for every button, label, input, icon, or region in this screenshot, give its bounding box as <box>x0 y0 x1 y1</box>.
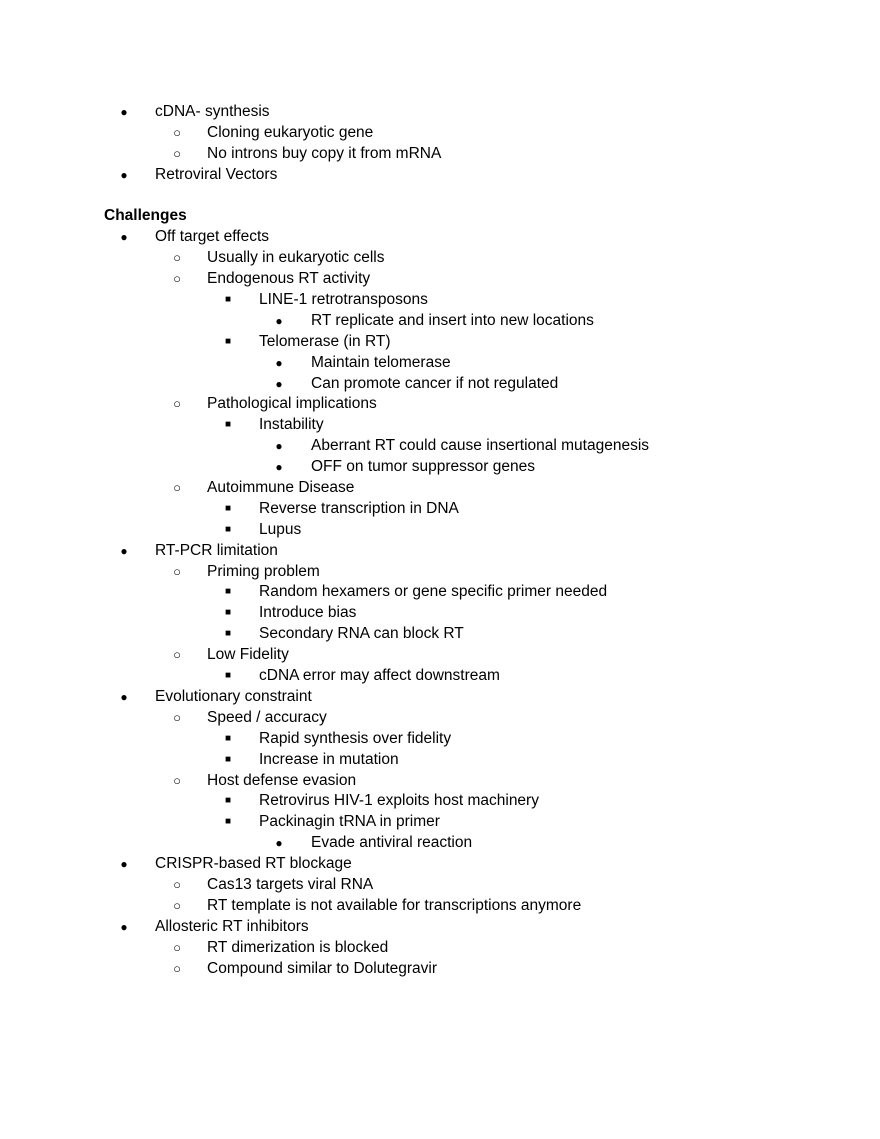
bullet-circle-icon: ○ <box>173 876 181 892</box>
bullet-disc-icon: ● <box>120 689 128 704</box>
list-item <box>104 248 840 269</box>
bullet-circle-icon: ○ <box>173 772 181 788</box>
list-item <box>104 520 840 541</box>
list-item <box>104 791 840 812</box>
list-item <box>104 729 840 750</box>
bullet-square-icon: ■ <box>224 502 232 514</box>
bullet-square-icon: ■ <box>224 670 232 682</box>
bullet-square-icon: ■ <box>224 335 232 347</box>
list-item <box>104 666 840 687</box>
list-item-text: cDNA error may affect downstream <box>259 667 500 685</box>
list-item-text: Reverse transcription in DNA <box>259 499 459 517</box>
bullet-square-icon: ■ <box>224 586 232 598</box>
list-item <box>104 624 840 645</box>
list-item-text: cDNA- synthesis <box>155 103 270 120</box>
bullet-disc-icon: ● <box>120 857 128 872</box>
list-item-text: Host defense evasion <box>207 771 357 789</box>
bullet-square-icon: ■ <box>224 294 232 306</box>
bullet-square-icon: ■ <box>224 523 232 535</box>
list-item-text: Aberrant RT could cause insertional mutagenesis <box>311 437 650 455</box>
list-item <box>104 708 840 729</box>
bullet-circle-icon: ○ <box>173 271 181 287</box>
list-item-text: Usually in eukaryotic cells <box>207 249 385 267</box>
bullet-disc-icon: ● <box>120 543 128 558</box>
list-item-text: Evolutionary constraint <box>155 687 312 705</box>
bullet-square-icon: ■ <box>224 816 232 828</box>
bullet-circle-icon: ○ <box>173 124 181 140</box>
list-item-text: Increase in mutation <box>259 750 399 768</box>
bullet-disc-icon: ● <box>120 230 128 245</box>
list-item-text: Autoimmune Disease <box>207 479 355 497</box>
bullet-circle-icon: ○ <box>173 939 181 955</box>
list-item <box>104 938 840 959</box>
list-item-text: Telomerase (in RT) <box>259 332 391 350</box>
list-item <box>104 144 840 165</box>
list-item <box>104 959 840 980</box>
list-item-text: Lupus <box>259 520 302 538</box>
list-item <box>104 374 840 395</box>
bullet-square-icon: ■ <box>224 628 232 640</box>
list-item <box>104 457 840 478</box>
list-item-text: Endogenous RT activity <box>207 270 371 288</box>
blank-line <box>104 186 840 207</box>
bullet-circle-icon: ○ <box>173 897 181 913</box>
list-item-text: OFF on tumor suppressor genes <box>311 458 535 476</box>
intro-bullet-list <box>104 102 840 186</box>
document-content <box>104 102 840 979</box>
list-item <box>104 562 840 583</box>
list-item-text: Cas13 targets viral RNA <box>207 875 374 893</box>
bullet-circle-icon: ○ <box>173 396 181 412</box>
list-item-text: RT template is not available for transcriptions anymore <box>207 896 582 914</box>
list-item-text: Can promote cancer if not regulated <box>311 374 559 392</box>
list-item <box>104 394 840 415</box>
list-item <box>104 771 840 792</box>
list-item <box>104 603 840 624</box>
list-item-text: RT dimerization is blocked <box>207 938 389 956</box>
list-item <box>104 854 840 875</box>
list-item <box>104 645 840 666</box>
list-item-text: Cloning eukaryotic gene <box>207 123 374 141</box>
challenges-bullet-list <box>104 227 840 979</box>
list-item-text: Instability <box>259 416 324 434</box>
bullet-disc-icon: ● <box>120 167 128 182</box>
list-item <box>104 917 840 938</box>
bullet-square-icon: ■ <box>224 732 232 744</box>
bullet-disc-icon: ● <box>120 919 128 934</box>
bullet-disc-icon: ● <box>275 836 283 851</box>
bullet-disc-icon: ● <box>275 439 283 454</box>
list-item <box>104 750 840 771</box>
bullet-disc-icon: ● <box>275 460 283 475</box>
list-item <box>104 687 840 708</box>
list-item-text: Retrovirus HIV-1 exploits host machinery <box>259 792 539 810</box>
bullet-circle-icon: ○ <box>173 563 181 579</box>
bullet-circle-icon: ○ <box>173 960 181 976</box>
bullet-square-icon: ■ <box>224 753 232 765</box>
bullet-square-icon: ■ <box>224 419 232 431</box>
list-item-text: No introns buy copy it from mRNA <box>207 144 442 162</box>
bullet-disc-icon: ● <box>275 313 283 328</box>
list-item-text: Retroviral Vectors <box>155 165 278 183</box>
list-item <box>104 123 840 144</box>
list-item <box>104 269 840 290</box>
list-item <box>104 311 840 332</box>
bullet-circle-icon: ○ <box>173 709 181 725</box>
list-item-text: Maintain telomerase <box>311 353 451 371</box>
list-item <box>104 812 840 833</box>
bullet-circle-icon: ○ <box>173 145 181 161</box>
list-item-text: Rapid synthesis over fidelity <box>259 729 452 747</box>
list-item <box>104 541 840 562</box>
bullet-disc-icon: ● <box>275 376 283 391</box>
list-item <box>104 499 840 520</box>
list-item <box>104 436 840 457</box>
list-item <box>104 332 840 353</box>
challenges-heading: Challenges <box>104 207 187 225</box>
list-item <box>104 896 840 917</box>
bullet-circle-icon: ○ <box>173 250 181 266</box>
list-item-text: Secondary RNA can block RT <box>259 625 464 643</box>
list-item <box>104 478 840 499</box>
bullet-circle-icon: ○ <box>173 647 181 663</box>
list-item-text: Off target effects <box>155 228 270 246</box>
list-item-text: Introduce bias <box>259 604 357 622</box>
list-item-text: Priming problem <box>207 562 320 580</box>
list-item <box>104 582 840 603</box>
list-item-text: Low Fidelity <box>207 646 289 664</box>
bullet-square-icon: ■ <box>224 607 232 619</box>
list-item <box>104 290 840 311</box>
list-item-text: Pathological implications <box>207 395 377 413</box>
bullet-disc-icon: ● <box>275 355 283 370</box>
bullet-square-icon: ■ <box>224 795 232 807</box>
list-item-text: Evade antiviral reaction <box>311 834 473 852</box>
bullet-disc-icon: ● <box>120 105 128 119</box>
list-item <box>104 833 840 854</box>
list-item-text: Packinagin tRNA in primer <box>259 813 440 831</box>
list-item-text: Speed / accuracy <box>207 708 327 726</box>
list-item-text: CRISPR-based RT blockage <box>155 855 352 873</box>
list-item <box>104 165 840 186</box>
list-item <box>104 415 840 436</box>
list-item <box>104 227 840 248</box>
list-item-text: Allosteric RT inhibitors <box>155 917 309 935</box>
list-item <box>104 353 840 374</box>
bullet-circle-icon: ○ <box>173 480 181 496</box>
list-item <box>104 875 840 896</box>
list-item <box>104 102 840 123</box>
list-item-text: RT-PCR limitation <box>155 541 278 559</box>
list-item-text: Compound similar to Dolutegravir <box>207 959 438 977</box>
list-item-text: LINE-1 retrotransposons <box>259 291 428 309</box>
list-item-text: RT replicate and insert into new locations <box>311 311 594 329</box>
list-item-text: Random hexamers or gene specific primer needed <box>259 583 608 601</box>
